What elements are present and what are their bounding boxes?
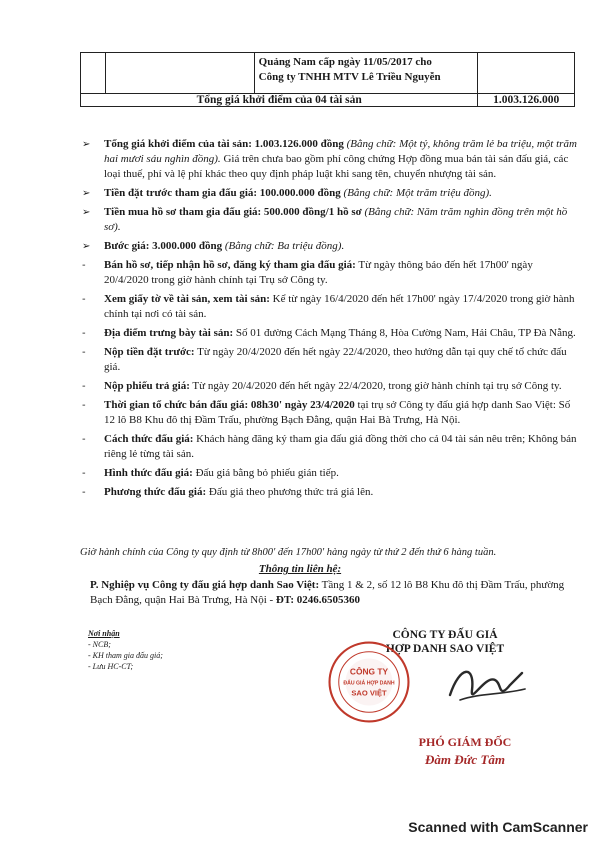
detail-item (78, 345, 578, 375)
detail-item (78, 466, 578, 481)
detail-label: Thời gian tổ chức bán đấu giá: 08h30' ngày 23/4/2020 (104, 399, 355, 411)
recipients-header: Nơi nhận (88, 629, 120, 638)
detail-label: Nộp tiền đặt trước: (104, 346, 195, 358)
detail-label: Hình thức đấu giá: (104, 467, 193, 479)
detail-amount-words: (Bằng chữ: Một tỷ, không trăm lẻ ba triệu, một trăm hai mươi sáu nghìn đồng). (104, 138, 577, 165)
detail-label: Phương thức đấu giá: (104, 486, 207, 498)
contact-org: P. Nghiệp vụ Công ty đấu giá hợp danh Sao Việt: (90, 579, 320, 591)
detail-label: Tổng giá khởi điểm của tài sản: 1.003.126.000 đồng (104, 138, 344, 150)
dash-bullet-icon: - (82, 434, 86, 445)
detail-text: Từ ngày 20/4/2020 đến hết ngày 22/4/2020, trong giờ hành chính tại trụ sở Công ty. (189, 380, 562, 392)
table-cell (478, 53, 575, 94)
camscanner-watermark: Scanned with CamScanner (408, 819, 588, 835)
detail-label: Bước giá: 3.000.000 đồng (104, 240, 223, 252)
detail-item (78, 239, 578, 254)
detail-label: Địa điểm trưng bày tài sản: (104, 327, 234, 339)
arrow-bullet-icon: ➢ (82, 207, 91, 218)
svg-text:CÔNG TY: CÔNG TY (349, 666, 389, 677)
detail-item (78, 292, 578, 322)
dash-bullet-icon: - (82, 381, 86, 392)
detail-amount-words: (Bằng chữ: Một trăm triệu đồng). (340, 187, 492, 199)
detail-item (78, 485, 578, 500)
recipient-line: - Lưu HC-CT; (88, 662, 134, 671)
detail-amount-words: (Bằng chữ: Năm trăm nghìn đồng trên một hồ sơ). (104, 206, 568, 233)
detail-item (78, 186, 578, 201)
recipient-line: - KH tham gia đấu giá; (88, 651, 163, 660)
contact-phone: ĐT: 0246.6505360 (273, 594, 361, 606)
dash-bullet-icon: - (82, 400, 86, 411)
detail-text: Giá trên chưa bao gồm phí công chứng Hợp đồng mua bán tài sản đấu giá, các loại thuế, phí và lệ phí khác theo quy định pháp luật khi sang tên, chuyển nhượng tài sản. (104, 153, 569, 180)
contact-address: Tầng 1 & 2, số 12 lô B8 Khu đô thị Đầm Trấu, phường Bạch Đằng, quận Hai Bà Trưng, Hà Nội - (90, 579, 565, 606)
contact-info (90, 578, 575, 608)
recipients-block (88, 628, 163, 672)
detail-text: Đấu giá bằng bỏ phiếu gián tiếp. (192, 467, 339, 479)
arrow-bullet-icon: ➢ (82, 139, 91, 150)
detail-item (78, 432, 578, 462)
dash-bullet-icon: - (82, 328, 86, 339)
arrow-bullet-icon: ➢ (82, 241, 91, 252)
auction-details (78, 137, 578, 504)
detail-label: Xem giấy tờ về tài sản, xem tài sản: (104, 293, 270, 305)
total-label: Tổng giá khởi điểm của 04 tài sản (81, 94, 478, 107)
detail-text: Số 01 đường Cách Mạng Tháng 8, Hòa Cường Nam, Hải Châu, TP Đà Nẵng. (233, 327, 576, 339)
office-hours-note: Giờ hành chính của Công ty quy định từ 8h00' đến 17h00' hàng ngày từ thứ 2 đến thứ 6 hàng tuần. (80, 547, 497, 558)
detail-text: tại trụ sở Công ty đấu giá hợp danh Sao Việt: Số 12 lô B8 Khu đô thị Đầm Trấu, phường Bạch Đằng, quận Hai Bà Trưng, Hà Nội. (104, 399, 571, 426)
asset-description (255, 53, 478, 87)
asset-description-line: Công ty TNHH MTV Lê Triều Nguyễn (258, 71, 441, 83)
dash-bullet-icon: - (82, 260, 86, 271)
arrow-bullet-icon: ➢ (82, 188, 91, 199)
detail-label: Bán hồ sơ, tiếp nhận hồ sơ, đăng ký tham gia đấu giá: (104, 259, 356, 271)
dash-bullet-icon: - (82, 487, 86, 498)
dash-bullet-icon: - (82, 347, 86, 358)
detail-item (78, 326, 578, 341)
svg-text:ĐẤU GIÁ HỢP DANH: ĐẤU GIÁ HỢP DANH (343, 680, 395, 687)
detail-text: Từ ngày 20/4/2020 đến hết ngày 22/4/2020, theo hướng dẫn tại quy chế tổ chức đấu giá. (104, 346, 567, 373)
table-cell (81, 53, 106, 94)
detail-amount-words: (Bằng chữ: Ba triệu đồng). (222, 240, 345, 252)
signer-name: Đàm Đức Tâm (425, 752, 505, 767)
total-value: 1.003.126.000 (478, 94, 575, 107)
company-stamp-icon (327, 640, 411, 724)
table-cell (254, 53, 478, 94)
svg-text:SAO VIỆT: SAO VIỆT (351, 688, 387, 698)
company-name-line2: HỢP DANH SAO VIỆT (385, 643, 505, 655)
detail-text: Khách hàng đăng ký tham gia đấu giá đồng thời cho cả 04 tài sản nêu trên; Không bán riêng lẻ từng tài sản. (104, 433, 577, 460)
detail-item (78, 258, 578, 288)
detail-text: Đấu giá theo phương thức trả giá lên. (206, 486, 374, 498)
dash-bullet-icon: - (82, 468, 86, 479)
detail-label: Tiền đặt trước tham gia đấu giá: 100.000.000 đồng (104, 187, 341, 199)
detail-label: Cách thức đấu giá: (104, 433, 194, 445)
asset-description-line: Quảng Nam cấp ngày 11/05/2017 cho (258, 56, 432, 68)
company-name-line1: CÔNG TY ĐẤU GIÁ (392, 629, 498, 641)
signature-icon (440, 655, 530, 715)
detail-text: Từ ngày thông báo đến hết 17h00' ngày 20/4/2020 trong giờ hành chính tại Trụ sở Công ty. (104, 259, 533, 286)
table-row (81, 53, 575, 94)
position-title: PHÓ GIÁM ĐỐC (418, 735, 512, 749)
table-row-total (81, 94, 575, 107)
detail-label: Tiền mua hồ sơ tham gia đấu giá: 500.000 đồng/1 hồ sơ (104, 206, 362, 218)
contact-title: Thông tin liên hệ: (258, 563, 342, 575)
detail-item (78, 379, 578, 394)
detail-item (78, 398, 578, 428)
detail-item (78, 137, 578, 182)
detail-item (78, 205, 578, 235)
table-cell (105, 53, 254, 94)
asset-table (80, 52, 575, 107)
recipient-line: - NCB; (88, 640, 111, 649)
detail-label: Nộp phiếu trả giá: (104, 380, 190, 392)
detail-text: Kể từ ngày 16/4/2020 đến hết 17h00' ngày 17/4/2020 trong giờ hành chính tại nơi có tài sản. (104, 293, 575, 320)
dash-bullet-icon: - (82, 294, 86, 305)
